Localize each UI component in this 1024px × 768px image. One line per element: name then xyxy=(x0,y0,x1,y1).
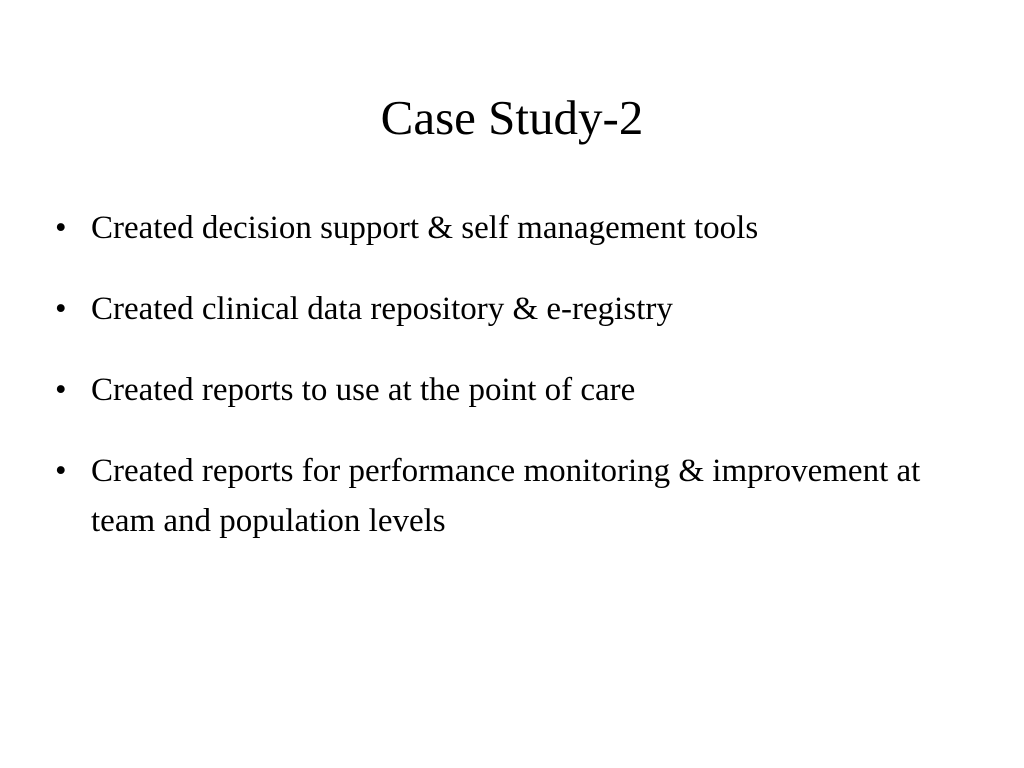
bullet-item xyxy=(55,446,955,546)
bullet-icon: • xyxy=(55,453,67,489)
bullet-text: Created clinical data repository & e-registry xyxy=(91,291,673,327)
bullet-item xyxy=(55,365,955,415)
bullet-item xyxy=(55,203,955,253)
bullet-icon: • xyxy=(55,291,67,327)
bullet-icon: • xyxy=(55,372,67,408)
bullet-item xyxy=(55,284,955,334)
bullet-icon: • xyxy=(55,210,67,246)
bullet-text: Created decision support & self management tools xyxy=(91,210,759,246)
bullet-text: Created reports to use at the point of care xyxy=(91,372,636,408)
bullet-text: Created reports for performance monitoring & improvement at team and population levels xyxy=(91,453,921,539)
bullet-list xyxy=(55,203,955,546)
slide-title: Case Study-2 xyxy=(380,90,644,145)
